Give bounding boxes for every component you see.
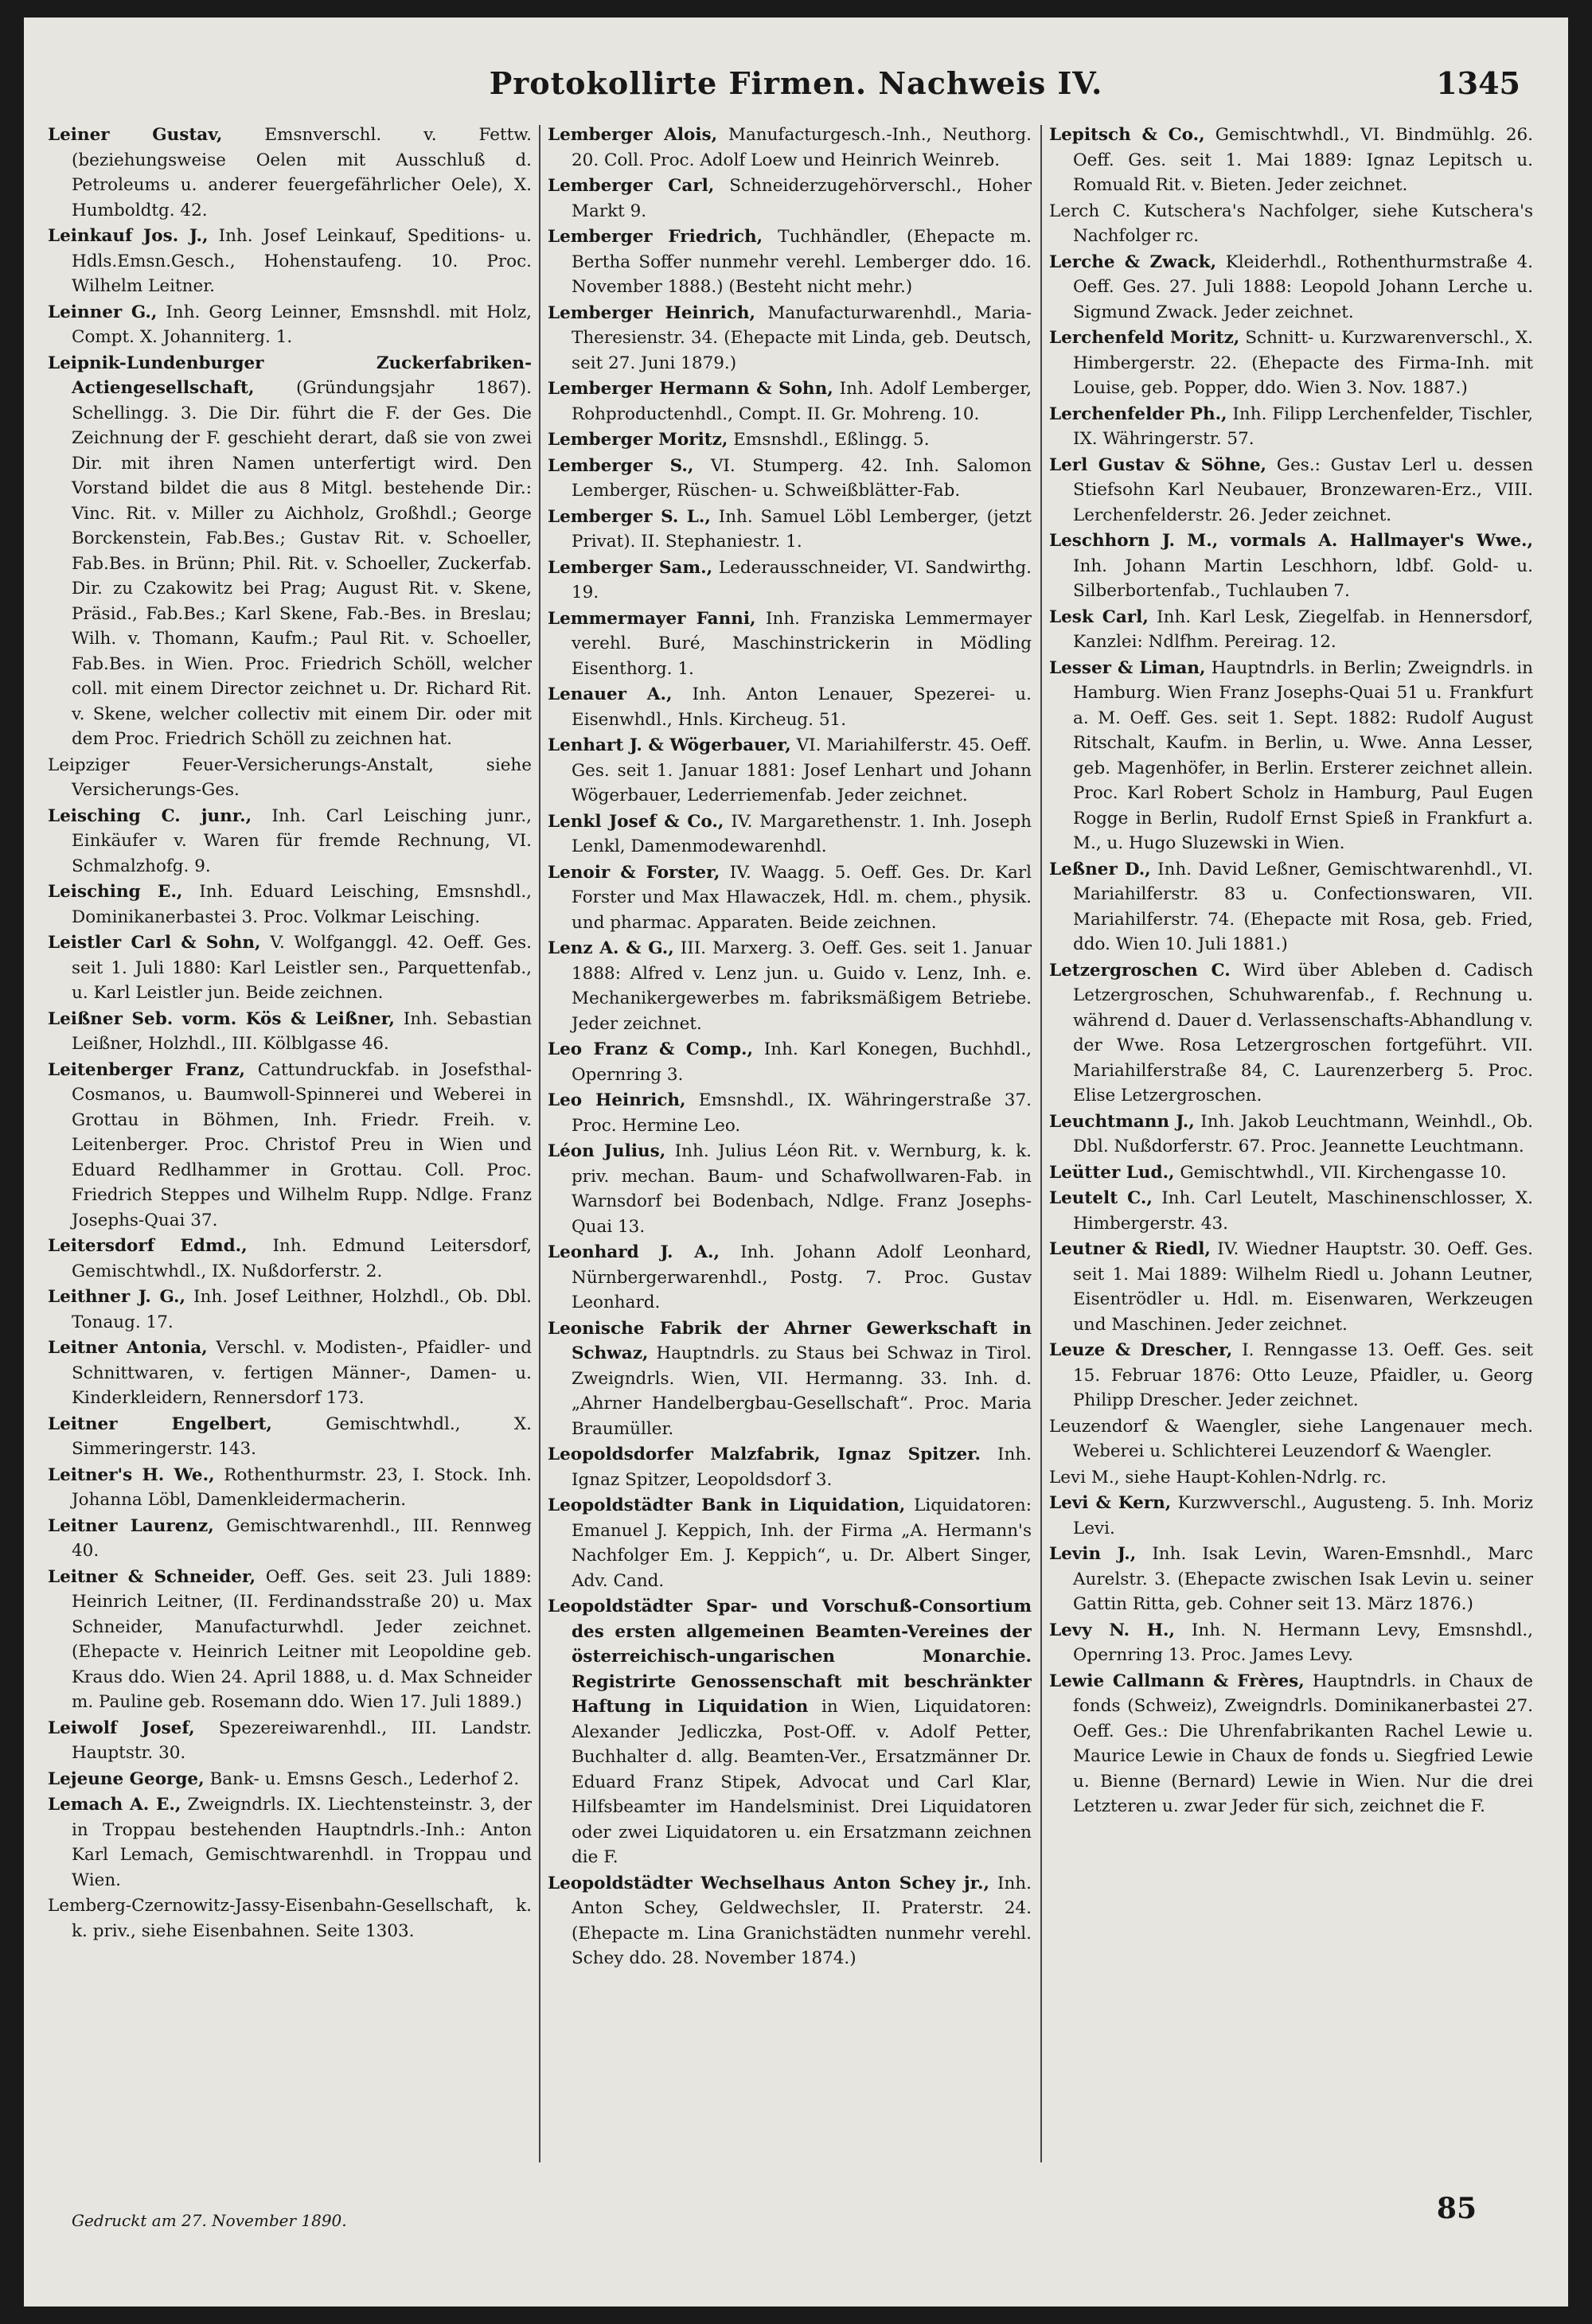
directory-entry	[1049, 123, 1533, 198]
entry-text: Leipziger Feuer-Versicherungs-Anstalt, siehe Versicherungs-Ges.	[48, 755, 532, 800]
entry-text: Lerch C. Kutschera's Nachfolger, siehe Kutschera's Nachfolger rc.	[1049, 201, 1533, 246]
entry-text: Leuzendorf & Waengler, siehe Langenauer mech. Weberei u. Schlichterei Leuzendorf & Waengler.	[1049, 1416, 1533, 1461]
entry-text: Inh. Samuel Löbl Lemberger, (jetzt Privat). II. Stephaniestr. 1.	[572, 506, 1032, 552]
firm-name: Leiwolf Josef,	[48, 1718, 195, 1738]
firm-name: Leutelt C.,	[1049, 1188, 1153, 1208]
firm-name: Lemberger Hermann & Sohn,	[548, 379, 833, 399]
firm-name: Leitner Laurenz,	[48, 1515, 214, 1536]
directory-entry	[548, 427, 1032, 453]
entry-text: Hauptndrls. in Berlin; Zweigndrls. in Hamburg. Wien Franz Josephs-Quai 51 u. Frankfurt a. M. Oeff. Ges. seit 1. Sept. 1882: Rudolf August Ritschalt, Kaufm. in Berlin, u. Wwe. Anna Lesser, geb. Magenhöfer, in Berlin. Ersterer zeichnet allein. Proc. Karl Robert Scholz in Hamburg, Paul Eugen Rogge in Berlin, Rudolf Ernst Spieß in Frankfurt a. M., u. Hugo Sluzewski in Wien.	[1073, 657, 1533, 853]
directory-entry	[548, 224, 1032, 300]
directory-entry	[1049, 1618, 1533, 1668]
entry-text: Zweigndrls. IX. Liechtensteinstr. 3, der in Troppau bestehenden Hauptndrls.-Inh.: Anton Karl Lemach, Gemischtwarenhdl. in Troppau und Wien.	[72, 1795, 532, 1890]
firm-name: Lenauer A.,	[548, 684, 673, 704]
sheet-signature: 85	[1436, 2192, 1477, 2225]
entry-text: Emsnshdl., IX. Währingerstraße 37. Proc. Hermine Leo.	[572, 1090, 1032, 1136]
directory-entry	[1049, 199, 1533, 249]
firm-name: Leschhorn J. M., vormals A. Hallmayer's Wwe.,	[1049, 531, 1533, 551]
firm-name: Levi & Kern,	[1049, 1493, 1172, 1513]
entry-text: Inh. N. Hermann Levy, Emsnshdl., Opernring 13. Proc. James Levy.	[1073, 1620, 1533, 1665]
directory-entry	[48, 1285, 532, 1335]
directory-entry	[1049, 1542, 1533, 1617]
directory-entry	[1049, 1491, 1533, 1541]
firm-name: Leisching E.,	[48, 882, 183, 902]
entry-text: VI. Stumperg. 42. Inh. Salomon Lemberger, Rüschen- u. Schweißblätter-Fab.	[572, 455, 1032, 501]
firm-name: Leuchtmann J.,	[1049, 1111, 1195, 1132]
directory-entry	[1049, 605, 1533, 655]
firm-name: Lenhart J. & Wögerbauer,	[548, 735, 791, 755]
firm-name: Lemberger Moritz,	[548, 430, 728, 450]
directory-entry	[48, 1893, 532, 1944]
directory-entry	[1049, 857, 1533, 957]
directory-entry	[48, 1058, 532, 1234]
page-title: Protokollirte Firmen. Nachweis IV.	[489, 65, 1103, 101]
entry-text: Bank- u. Emsns Gesch., Lederhof 2.	[209, 1768, 520, 1789]
firm-name: Leopoldstädter Spar- und Vorschuß-Consortium des ersten allgemeinen Beamten-Vereines der österreichisch-ungarischen Monarchie. Registrirte Genossenschaft mit beschränkter Haftung in Liquidation	[548, 1597, 1032, 1717]
firm-name: Levin J.,	[1049, 1544, 1137, 1564]
directory-entry	[48, 1767, 532, 1792]
firm-name: Lenkl Josef & Co.,	[548, 811, 724, 832]
entry-text: Inh. Eduard Leisching, Emsnshdl., Dominikanerbastei 3. Proc. Volkmar Leisching.	[72, 882, 532, 927]
directory-entry	[48, 300, 532, 350]
firm-name: Lejeune George,	[48, 1768, 205, 1789]
firm-name: Lerchenfelder Ph.,	[1049, 404, 1227, 424]
firm-name: Lenz A. & G.,	[548, 938, 674, 958]
entry-text: Manufacturgesch.-Inh., Neuthorg. 20. Coll. Proc. Adolf Loew und Heinrich Weinreb.	[572, 125, 1032, 170]
entry-text: Inh. Isak Levin, Waren-Emsnhdl., Marc Aurelstr. 3. (Ehepacte zwischen Isak Levin u. seiner Gattin Ritta, geb. Cohner seit 13. März 1876.)	[1073, 1544, 1533, 1614]
firm-name: Leitner Engelbert,	[48, 1414, 272, 1434]
firm-name: Leonhard J. A.,	[548, 1242, 720, 1262]
directory-entry	[548, 556, 1032, 606]
entry-text: Inh. Carl Leisching junr., Einkäufer v. Waren für fremde Rechnung, VI. Schmalzhofg. 9.	[72, 805, 532, 876]
directory-entry	[48, 804, 532, 879]
entry-text: Rothenthurmstr. 23, I. Stock. Inh. Johanna Löbl, Damenkleidermacherin.	[72, 1464, 532, 1510]
directory-page	[24, 18, 1568, 2306]
firm-name: Lesser & Liman,	[1049, 657, 1206, 678]
entry-text: Wird über Ableben d. Cadisch Letzergroschen, Schuhwarenfab., f. Rechnung u. während d. Dauer d. Verlassenschafts-Abhandlung v. der Wwe. Rosa Letzergroschen fortgeführt. VII. Mariahilferstraße 84, C. Laurenzerberg 5. Proc. Elise Letzergroschen.	[1073, 960, 1533, 1105]
directory-entry	[548, 682, 1032, 732]
firm-name: Leütter Lud.,	[1049, 1162, 1175, 1183]
firm-name: Leopoldsdorfer Malzfabrik, Ignaz Spitzer.	[548, 1445, 981, 1464]
directory-entry	[48, 1716, 532, 1766]
firm-name: Leitner Antonia,	[48, 1338, 208, 1358]
entry-text: IV. Waagg. 5. Oeff. Ges. Dr. Karl Forster und Max Hlawaczek, Hdl. m. chem., physik. und pharmac. Apparaten. Beide zeichnen.	[572, 862, 1032, 933]
entry-text: Cattundruckfab. in Josefsthal-Cosmanos, u. Baumwoll-Spinnerei und Weberei in Grottau in Böhmen, Inh. Friedr. Freih. v. Leitenberger. Proc. Christof Preu in Wien und Eduard Redlhammer in Grottau. Coll. Proc. Friedrich Steppes und Wilhelm Rupp. Ndlge. Franz Josephs-Quai 37.	[72, 1059, 532, 1230]
directory-entry	[548, 1240, 1032, 1316]
entry-text: Schnitt- u. Kurzwarenverschl., X. Himbergerstr. 22. (Ehepacte des Firma-Inh. mit Louise, geb. Popper, ddo. Wien 3. Nov. 1887.)	[1073, 328, 1533, 398]
entry-text: Lemberg-Czernowitz-Jassy-Eisenbahn-Gesellschaft, k. k. priv., siehe Eisenbahnen. Seite 1303.	[48, 1896, 532, 1941]
entry-text: Verschl. v. Modisten-, Pfaidler- und Schnittwaren, v. fertigen Männer-, Damen- u. Kinderkleidern, Rennersdorf 173.	[72, 1338, 532, 1408]
directory-entry	[1049, 958, 1533, 1109]
directory-entry	[548, 123, 1032, 173]
entry-text: Inh. Sebastian Leißner, Holzhdl., III. Kölblgasse 46.	[72, 1008, 532, 1054]
directory-entry	[1049, 1109, 1533, 1160]
directory-entry	[548, 376, 1032, 427]
directory-entry	[1049, 1465, 1533, 1491]
entry-text: Inh. Franziska Lemmermayer verehl. Buré, Maschinstrickerin in Mödling Eisenthorg. 1.	[572, 608, 1032, 679]
directory-entry	[548, 1871, 1032, 1971]
firm-name: Levy N. H.,	[1049, 1620, 1175, 1640]
directory-entry	[548, 505, 1032, 555]
entry-text: Spezereiwarenhdl., III. Landstr. Hauptstr. 30.	[72, 1718, 532, 1763]
column-1	[48, 123, 532, 2168]
firm-name: Leßner D.,	[1049, 859, 1151, 879]
directory-entry	[548, 1316, 1032, 1442]
directory-entry	[548, 1088, 1032, 1138]
directory-entry	[1049, 528, 1533, 604]
directory-entry	[1049, 1338, 1533, 1414]
directory-entry	[48, 1792, 532, 1893]
directory-entry	[548, 860, 1032, 936]
entry-text: Ges.: Gustav Lerl u. dessen Stiefsohn Karl Neubauer, Bronzewaren-Erz., VIII. Lerchenfelderstr. 26. Jeder zeichnet.	[1073, 454, 1533, 525]
entry-text: Inh. Julius Léon Rit. v. Wernburg, k. k. priv. mechan. Baum- und Schafwollwaren-Fab. in Warnsdorf bei Bodenbach, Ndlge. Franz Josephs-Quai 13.	[572, 1141, 1032, 1237]
entry-text: Gemischtwhdl., VI. Bindmühlg. 26. Oeff. Ges. seit 1. Mai 1889: Ignaz Lepitsch u. Romuald Rit. v. Bieten. Jeder zeichnet.	[1073, 125, 1533, 195]
entry-text: IV. Margarethenstr. 1. Inh. Joseph Lenkl, Damenmodewarenhdl.	[572, 811, 1032, 856]
directory-entry	[48, 930, 532, 1006]
firm-name: Lenoir & Forster,	[548, 862, 720, 883]
directory-entry	[548, 606, 1032, 682]
firm-name: Leonische Fabrik der Ahrner Gewerkschaft in Schwaz,	[548, 1318, 1032, 1363]
directory-entry	[548, 454, 1032, 504]
directory-entry	[48, 1463, 532, 1513]
firm-name: Lerl Gustav & Söhne,	[1049, 454, 1267, 475]
firm-name: Leißner Seb. vorm. Kös & Leißner,	[48, 1008, 395, 1029]
entry-text: Inh. Karl Lesk, Ziegelfab. in Hennersdorf, Kanzlei: Ndlfhm. Pereirag. 12.	[1073, 606, 1533, 652]
entry-text: Inh. Ignaz Spitzer, Leopoldsdorf 3.	[572, 1445, 1032, 1490]
firm-name: Leuze & Drescher,	[1049, 1340, 1233, 1360]
directory-entry	[48, 351, 532, 752]
firm-name: Léon Julius,	[548, 1141, 666, 1161]
firm-name: Lemach A. E.,	[48, 1795, 181, 1815]
directory-entry	[548, 1493, 1032, 1593]
directory-entry	[1049, 453, 1533, 528]
firm-name: Leopoldstädter Bank in Liquidation,	[548, 1495, 906, 1515]
entry-text: Inh. Johann Martin Leschhorn, ldbf. Gold- u. Silberbortenfab., Tuchlauben 7.	[1073, 556, 1533, 601]
directory-entry	[548, 1139, 1032, 1239]
firm-name: Lemberger Heinrich,	[548, 302, 756, 323]
firm-name: Lemberger Sam.,	[548, 557, 713, 578]
firm-name: Lerche & Zwack,	[1049, 252, 1217, 272]
column-rule	[539, 125, 540, 2162]
directory-entry	[1049, 326, 1533, 401]
directory-entry	[1049, 1414, 1533, 1464]
firm-name: Lemberger Alois,	[548, 125, 718, 145]
firm-name: Leisching C. junr.,	[48, 805, 252, 826]
firm-name: Letzergroschen C.	[1049, 960, 1231, 981]
page-header	[24, 65, 1568, 121]
directory-entry	[548, 301, 1032, 376]
entry-text: Tuchhändler, (Ehepacte m. Bertha Soffer nunmehr verehl. Lemberger ddo. 16. November 1888.) (Besteht nicht mehr.)	[572, 227, 1032, 297]
entry-text: Levi M., siehe Haupt-Kohlen-Ndrlg. rc.	[1049, 1467, 1387, 1488]
entry-text: Emsnverschl. v. Fettw. (beziehungsweise Oelen mit Ausschluß d. Petroleums u. anderer feuergefährlicher Oele), X. Humboldtg. 42.	[72, 125, 532, 220]
firm-name: Lemmermayer Fanni,	[548, 608, 756, 629]
entry-text: Inh. Edmund Leitersdorf, Gemischtwhdl., IX. Nußdorferstr. 2.	[72, 1236, 532, 1281]
firm-name: Leiner Gustav,	[48, 125, 223, 145]
directory-entry	[1049, 1160, 1533, 1186]
firm-name: Leitersdorf Edmd.,	[48, 1236, 248, 1256]
directory-entry	[48, 879, 532, 930]
directory-entry	[1049, 402, 1533, 452]
entry-text: Kurzwverschl., Augusteng. 5. Inh. Moriz Levi.	[1073, 1493, 1533, 1538]
firm-name: Leithner J. G.,	[48, 1287, 186, 1307]
entry-text: V. Wolfganggl. 42. Oeff. Ges. seit 1. Juli 1880: Karl Leistler sen., Parquettenfab., u. Karl Leistler jun. Beide zeichnen.	[72, 933, 532, 1003]
firm-name: Leinner G.,	[48, 302, 158, 322]
directory-entry	[48, 123, 532, 223]
firm-name: Leinkauf Jos. J.,	[48, 226, 209, 246]
entry-text: (Gründungsjahr 1867). Schellingg. 3. Die Dir. führt die F. der Ges. Die Zeichnung der F. geschieht derart, daß sie von zwei Dir. mit ihren Namen unterfertigt wird. Den Vorstand bildet die aus 8 Mitgl. bestehende Dir.: Vinc. Rit. v. Miller zu Aichholz, Großhdl.; George Borckenstein, Fab.Bes.; Gustav Rit. v. Schoeller, Fab.Bes. in Brünn; Phil. Rit. v. Schoeller, Zuckerfab. Dir. zu Czakowitz bei Prag; August Rit. v. Skene, Präsid., Fab.Bes.; Karl Skene, Fab.-Bes. in Breslau; Wilh. v. Thomann, Kaufm.; Paul Rit. v. Schoeller, Fab.Bes. in Wien. Proc. Friedrich Schöll, welcher coll. mit einem Director zeichnet u. Dr. Richard Rit. v. Skene, welcher collectiv mit einem Dir. oder mit dem Proc. Friedrich Schöll zu zeichnen hat.	[72, 378, 532, 749]
firm-name: Leistler Carl & Sohn,	[48, 933, 261, 953]
firm-name: Leopoldstädter Wechselhaus Anton Schey jr.,	[548, 1873, 989, 1893]
directory-entry	[48, 224, 532, 299]
entry-text: Inh. Johann Adolf Leonhard, Nürnbergerwarenhdl., Postg. 7. Proc. Gustav Leonhard.	[572, 1242, 1032, 1312]
entry-text: Oeff. Ges. seit 23. Juli 1889: Heinrich Leitner, (II. Ferdinandsstraße 20) u. Max Schneider, Manufacturwhdl. Jeder zeichnet. (Ehepacte v. Heinrich Leitner mit Leopoldine geb. Kraus ddo. Wien 24. April 1888, u. d. Max Schneider m. Pauline geb. Rosemann ddo. Wien 17. Juli 1889.)	[72, 1566, 532, 1712]
column-3	[1049, 123, 1533, 2168]
directory-entry	[48, 1565, 532, 1715]
entry-text: Inh. Adolf Lemberger, Rohproductenhdl., Compt. II. Gr. Mohreng. 10.	[572, 379, 1032, 424]
entry-text: Hauptndrls. zu Staus bei Schwaz in Tirol. Zweigndrls. Wien, VII. Hermanng. 33. Inh. d. „Ahrner Handelbergbau-Gesellschaft“. Proc. Maria Braumüller.	[572, 1343, 1032, 1439]
directory-entry	[48, 1412, 532, 1462]
entry-text: in Wien, Liquidatoren: Alexander Jedliczka, Post-Off. v. Adolf Petter, Buchhalter d. allg. Beamten-Ver., Ersatzmänner Dr. Eduard Franz Stipek, Advocat und Carl Klar, Hilfsbeamter im Handelsminist. Drei Liquidatoren oder zwei Liquidatoren u. ein Ersatzmann zeichnen die F.	[572, 1697, 1032, 1867]
firm-name: Lemberger S.,	[548, 455, 694, 476]
directory-entry	[48, 1234, 532, 1284]
firm-name: Lemberger Carl,	[548, 176, 715, 196]
page-number: 1345	[1436, 65, 1520, 101]
directory-entry	[1049, 1237, 1533, 1337]
firm-name: Lesk Carl,	[1049, 606, 1149, 627]
entry-text: Manufacturwarenhdl., Maria-Theresienstr. 34. (Ehepacte mit Linda, geb. Deutsch, seit 27. Juni 1879.)	[572, 302, 1032, 373]
entry-text: Inh. Filipp Lerchenfelder, Tischler, IX. Währingerstr. 57.	[1073, 404, 1533, 449]
directory-entry	[548, 733, 1032, 809]
directory-entry	[48, 753, 532, 803]
firm-name: Leitenberger Franz,	[48, 1059, 246, 1080]
directory-entry	[548, 936, 1032, 1036]
entry-text: Inh. Georg Leinner, Emsnshdl. mit Holz, Compt. X. Johanniterg. 1.	[72, 302, 532, 347]
entry-text: Liquidatoren: Emanuel J. Keppich, Inh. der Firma „A. Hermann's Nachfolger Em. J. Keppich“, u. Dr. Albert Singer, Adv. Cand.	[572, 1495, 1032, 1591]
entry-text: Inh. Anton Schey, Geldwechsler, II. Praterstr. 24. (Ehepacte m. Lina Granichstädten nunmehr verehl. Schey ddo. 28. November 1874.)	[572, 1873, 1032, 1968]
entry-text: Inh. Josef Leithner, Holzhdl., Ob. Dbl. Tonaug. 17.	[72, 1287, 532, 1332]
directory-entry	[1049, 656, 1533, 856]
entry-text: I. Renngasse 13. Oeff. Ges. seit 15. Februar 1876: Otto Leuze, Pfaidler, u. Georg Philipp Drescher. Jeder zeichnet.	[1073, 1340, 1533, 1410]
entry-text: Gemischtwarenhdl., III. Rennweg 40.	[72, 1515, 532, 1561]
directory-entry	[1049, 1186, 1533, 1236]
entry-text: Schneiderzugehörverschl., Hoher Markt 9.	[572, 176, 1032, 221]
directory-entry	[548, 1594, 1032, 1870]
directory-entry	[548, 1037, 1032, 1087]
directory-entry	[48, 1514, 532, 1564]
firm-name: Leo Franz & Comp.,	[548, 1039, 753, 1059]
firm-name: Leutner & Riedl,	[1049, 1239, 1211, 1259]
entry-text: Inh. David Leßner, Gemischtwarenhdl., VI. Mariahilferstr. 83 u. Confectionswaren, VII. Mariahilferstr. 74. (Ehepacte mit Rosa, geb. Fried, ddo. Wien 10. Juli 1881.)	[1073, 859, 1533, 954]
firm-name: Leitner's H. We.,	[48, 1464, 215, 1485]
entry-text: Emsnshdl., Eßlingg. 5.	[733, 430, 930, 450]
entry-text: Inh. Karl Konegen, Buchhdl., Opernring 3.	[572, 1039, 1032, 1085]
entry-text: Inh. Josef Leinkauf, Speditions- u. Hdls.Emsn.Gesch., Hohenstaufeng. 10. Proc. Wilhelm Leitner.	[72, 226, 532, 296]
firm-name: Lepitsch & Co.,	[1049, 125, 1205, 145]
directory-entry	[48, 1336, 532, 1411]
directory-entry	[548, 809, 1032, 860]
entry-text: VI. Mariahilferstr. 45. Oeff. Ges. seit 1. Januar 1881: Josef Lenhart und Johann Wögerbauer, Lederriemenfab. Jeder zeichnet.	[572, 735, 1032, 805]
directory-entry	[48, 1007, 532, 1057]
entry-text: Gemischtwhdl., VII. Kirchengasse 10.	[1180, 1162, 1507, 1183]
firm-name: Leipnik-Lundenburger Zuckerfabriken-Actiengesellschaft,	[48, 353, 532, 398]
entry-text: Inh. Anton Lenauer, Spezerei- u. Eisenwhdl., Hnls. Kircheug. 51.	[572, 684, 1032, 730]
entry-text: Inh. Carl Leutelt, Maschinenschlosser, X. Himbergerstr. 43.	[1073, 1188, 1533, 1234]
entry-text: Kleiderhdl., Rothenthurmstraße 4. Oeff. Ges. 27. Juli 1888: Leopold Johann Lerche u. Sigmund Zwack. Jeder zeichnet.	[1073, 252, 1533, 322]
entry-text: III. Marxerg. 3. Oeff. Ges. seit 1. Januar 1888: Alfred v. Lenz jun. u. Guido v. Lenz, Inh. e. Mechanikergewerbes m. fabriksmäßigem Betriebe. Jeder zeichnet.	[572, 938, 1032, 1034]
entry-text: IV. Wiedner Hauptstr. 30. Oeff. Ges. seit 1. Mai 1889: Wilhelm Riedl u. Johann Leutner, Eisentrödler u. Hdl. m. Eisenwaren, Werkzeugen und Maschinen. Jeder zeichnet.	[1073, 1239, 1533, 1335]
firm-name: Lemberger S. L.,	[548, 506, 711, 527]
entry-text: Gemischtwhdl., X. Simmeringerstr. 143.	[72, 1414, 532, 1459]
directory-entry	[1049, 1669, 1533, 1819]
entry-text: Inh. Jakob Leuchtmann, Weinhdl., Ob. Dbl. Nußdorferstr. 67. Proc. Jeannette Leuchtmann.	[1073, 1111, 1533, 1156]
firm-name: Lemberger Friedrich,	[548, 227, 763, 247]
column-rule	[1040, 125, 1042, 2162]
entry-text: Lederausschneider, VI. Sandwirthg. 19.	[572, 557, 1032, 602]
directory-entry	[548, 1442, 1032, 1492]
firm-name: Leitner & Schneider,	[48, 1566, 256, 1587]
print-date: Gedruckt am 27. November 1890.	[72, 2211, 347, 2230]
entry-text: Hauptndrls. in Chaux de fonds (Schweiz), Zweigndrls. Dominikanerbastei 27. Oeff. Ges.: Die Uhrenfabrikanten Rachel Lewie u. Maurice Lewie in Chaux de fonds u. Siegfried Lewie u. Bienne (Bernard) Lewie in Wien. Nur die drei Letzteren u. zwar Jeder für sich, zeichnet die F.	[1073, 1671, 1533, 1816]
firm-name: Leo Heinrich,	[548, 1090, 686, 1110]
column-2	[548, 123, 1032, 2168]
directory-entry	[548, 174, 1032, 224]
firm-name: Lerchenfeld Moritz,	[1049, 328, 1240, 348]
firm-name: Lewie Callmann & Frères,	[1049, 1671, 1305, 1691]
directory-entry	[1049, 250, 1533, 326]
